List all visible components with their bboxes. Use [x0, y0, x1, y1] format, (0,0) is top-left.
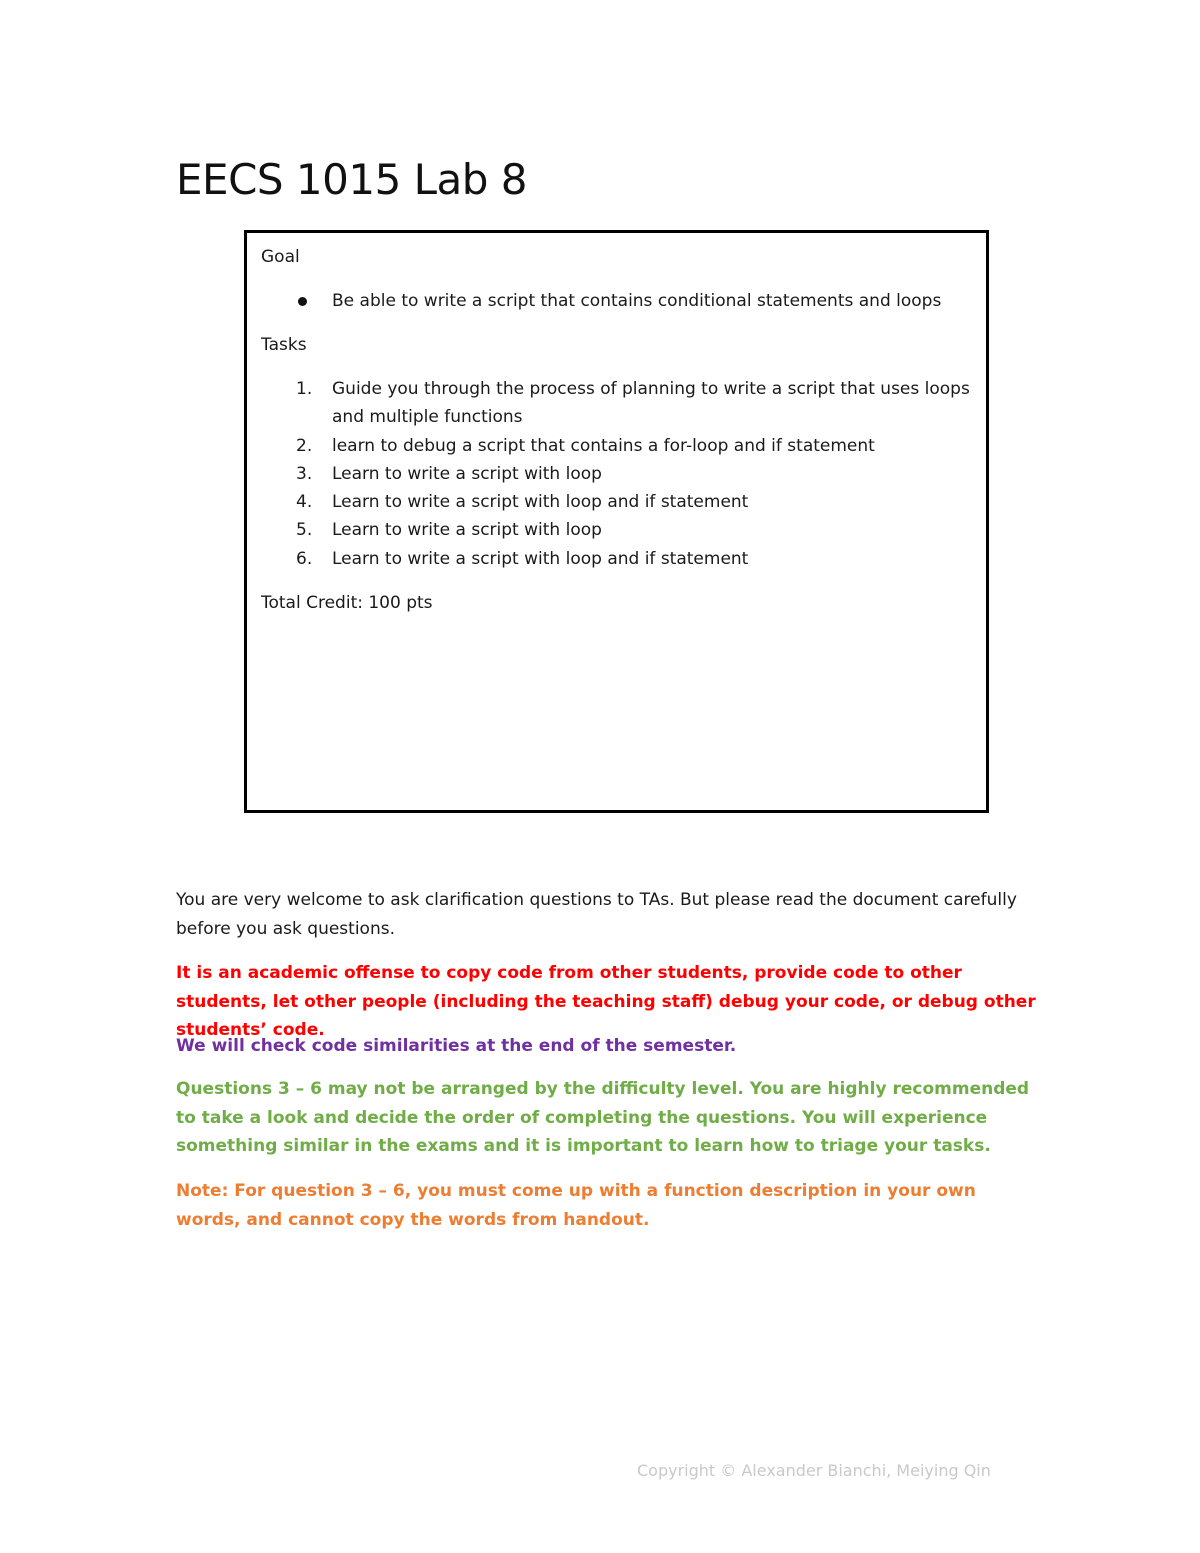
goal-heading: Goal: [261, 247, 300, 267]
task-item-4: [261, 488, 972, 516]
welcome-paragraph: You are very welcome to ask clarification questions to TAs. But please read the document carefully before you ask questions.: [176, 890, 1017, 939]
task-item-2: [261, 432, 972, 460]
goal-item-text: Be able to write a script that contains conditional statements and loops: [332, 291, 942, 311]
function-description-note: Note: For question 3 – 6, you must come up with a function description in your own words, and cannot copy the words from handout.: [176, 1181, 976, 1230]
total-credit: Total Credit: 100 pts: [261, 593, 433, 614]
task-item-3: [261, 460, 972, 488]
task-number: 4.: [296, 492, 313, 513]
tasks-heading: Tasks: [261, 335, 307, 355]
task-text: Learn to write a script with loop: [332, 520, 602, 541]
lab-summary-content: [261, 243, 972, 617]
task-number: 3.: [296, 463, 313, 484]
task-text: Learn to write a script with loop and if statement: [332, 548, 749, 569]
task-number: 1.: [296, 379, 313, 399]
task-number: 6.: [296, 548, 313, 569]
task-text: Learn to write a script with loop and if statement: [332, 492, 749, 513]
academic-offense-warning: It is an academic offense to copy code from other students, provide code to other students, let other people (including the teaching staff) debug your code, or debug other students’ code.: [176, 963, 1036, 1040]
task-number: 5.: [296, 520, 313, 541]
bullet-icon: [298, 297, 307, 306]
lab-summary-box: [244, 230, 989, 813]
goal-list-item: [261, 287, 972, 315]
task-text: Guide you through the process of planning to write a script that uses loops and multiple functions: [332, 379, 970, 428]
task-item-5: [261, 516, 972, 544]
task-number: 2.: [296, 435, 313, 456]
page-title: EECS 1015 Lab 8: [176, 155, 528, 204]
task-list: [261, 375, 972, 573]
task-item-1: [261, 375, 972, 432]
task-text: learn to debug a script that contains a for-loop and if statement: [332, 435, 875, 456]
similarity-check-notice: We will check code similarities at the end of the semester.: [176, 1036, 737, 1056]
question-order-notice: Questions 3 – 6 may not be arranged by the difficulty level. You are highly recommended to take a look and decide the order of completing the questions. You will experience something similar in the exams and it is important to learn how to triage your tasks.: [176, 1079, 1030, 1156]
task-text: Learn to write a script with loop: [332, 463, 602, 484]
copyright-footer: Copyright © Alexander Bianchi, Meiying Qin: [637, 1461, 991, 1480]
task-item-6: [261, 545, 972, 573]
